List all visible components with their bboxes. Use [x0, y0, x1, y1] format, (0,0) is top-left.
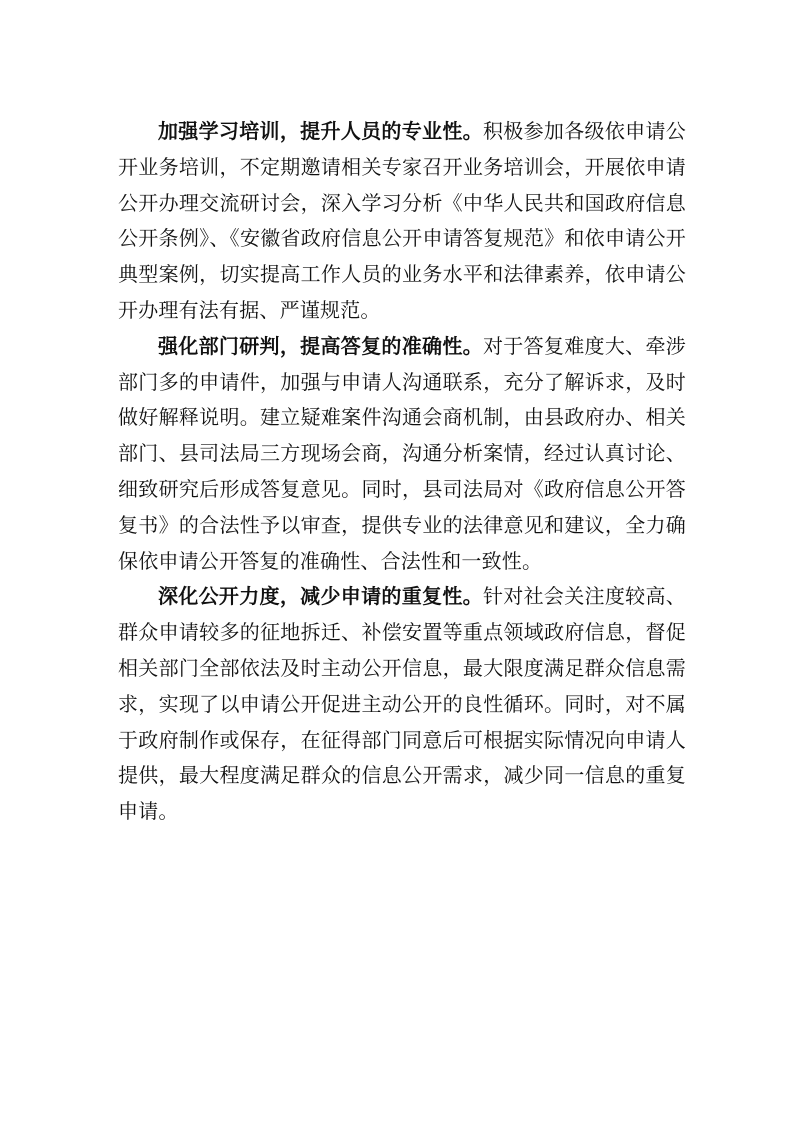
paragraph-department-review [118, 329, 686, 580]
paragraph-body: 针对社会关注度较高、群众申请较多的征地拆迁、补偿安置等重点领域政府信息，督促相关部门全部依法及时主动公开信息，最大限度满足群众信息需求，实现了以申请公开促进主动公开的良性循环。同时，对不属于政府制作或保存，在征得部门同意后可根据实际情况向申请人提供，最大程度满足群众的信息公开需求，减少同一信息的重复申请。 [118, 584, 687, 824]
paragraph-heading: 深化公开力度，减少申请的重复性。 [158, 584, 483, 609]
paragraph-heading: 加强学习培训，提升人员的专业性。 [158, 119, 483, 143]
paragraph-body: 对于答复难度大、牵涉部门多的申请件，加强与申请人沟通联系，充分了解诉求，及时做好解释说明。建立疑难案件沟通会商机制，由县政府办、相关部门、县司法局三方现场会商，沟通分析案情，经过认真讨论、细致研究后形成答复意见。同时，县司法局对《政府信息公开答复书》的合法性予以审查，提供专业的法律意见和建议，全力确保依申请公开答复的准确性、合法性和一致性。 [118, 333, 687, 573]
paragraph-study-training [118, 114, 686, 329]
paragraph-body: 积极参加各级依申请公开业务培训，不定期邀请相关专家召开业务培训会，开展依申请公开办理交流研讨会，深入学习分析《中华人民共和国政府信息公开条例》、《安徽省政府信息公开申请答复规范》和依申请公开典型案例，切实提高工作人员的业务水平和法律素养，依申请公开办理有法有据、严谨规范。 [118, 119, 687, 322]
paragraph-deepen-disclosure [118, 579, 686, 830]
paragraph-heading: 强化部门研判，提高答复的准确性。 [158, 333, 483, 358]
document-page [118, 114, 686, 830]
